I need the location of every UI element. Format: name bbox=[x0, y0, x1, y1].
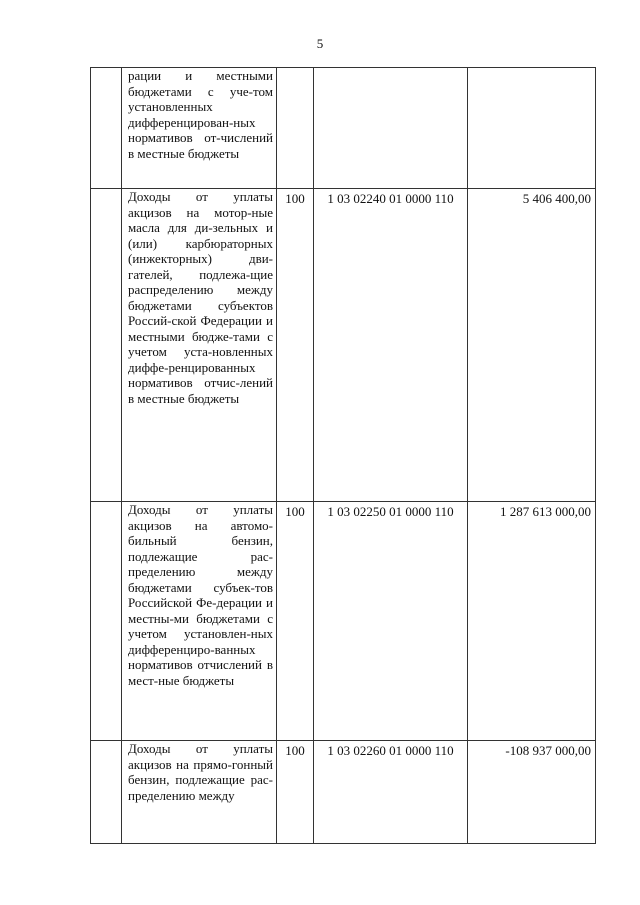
admin-code-cell: 100 bbox=[277, 189, 314, 502]
budget-code-cell: 1 03 02240 01 0000 110 bbox=[314, 189, 468, 502]
revenue-name-cell: Доходы от уплаты акцизов на мотор-ные масла для ди-зельных и (или) карбюраторных (инжекторных) дви-гателей, подлежа-щие распределению между бюджетами субъектов Россий-ской Федерации и местными бюдже-тами с учетом уста-новленных диффе-ренцированных нормативов отчис-лений в местные бюджеты bbox=[122, 189, 277, 502]
budget-code-cell: 1 03 02250 01 0000 110 bbox=[314, 502, 468, 741]
admin-code-cell bbox=[277, 68, 314, 189]
amount-cell bbox=[468, 68, 596, 189]
revenue-name-cell: Доходы от уплаты акцизов на прямо-гонный бензин, подлежащие рас-пределению между bbox=[122, 741, 277, 844]
table-row bbox=[91, 502, 596, 741]
amount-cell: 1 287 613 000,00 bbox=[468, 502, 596, 741]
table-row bbox=[91, 189, 596, 502]
budget-code-cell: 1 03 02260 01 0000 110 bbox=[314, 741, 468, 844]
row-index-cell bbox=[91, 502, 122, 741]
amount-cell: -108 937 000,00 bbox=[468, 741, 596, 844]
revenue-name-cell: Доходы от уплаты акцизов на автомо-бильный бензин, подлежащие рас-пределению между бюджетами субъек-тов Российской Фе-дерации и местны-ми бюджетами с учетом установлен-ных дифференциро-ванных нормативов отчислений в мест-ные бюджеты bbox=[122, 502, 277, 741]
revenue-name-cell: рации и местными бюджетами с уче-том установленных дифференцирован-ных нормативов от-числений в местные бюджеты bbox=[122, 68, 277, 189]
admin-code-cell: 100 bbox=[277, 741, 314, 844]
page-number: 5 bbox=[316, 36, 324, 51]
budget-code-cell bbox=[314, 68, 468, 189]
revenue-table bbox=[90, 67, 596, 844]
amount-cell: 5 406 400,00 bbox=[468, 189, 596, 502]
table-row bbox=[91, 741, 596, 844]
row-index-cell bbox=[91, 741, 122, 844]
row-index-cell bbox=[91, 189, 122, 502]
admin-code-cell: 100 bbox=[277, 502, 314, 741]
table-row bbox=[91, 68, 596, 189]
row-index-cell bbox=[91, 68, 122, 189]
